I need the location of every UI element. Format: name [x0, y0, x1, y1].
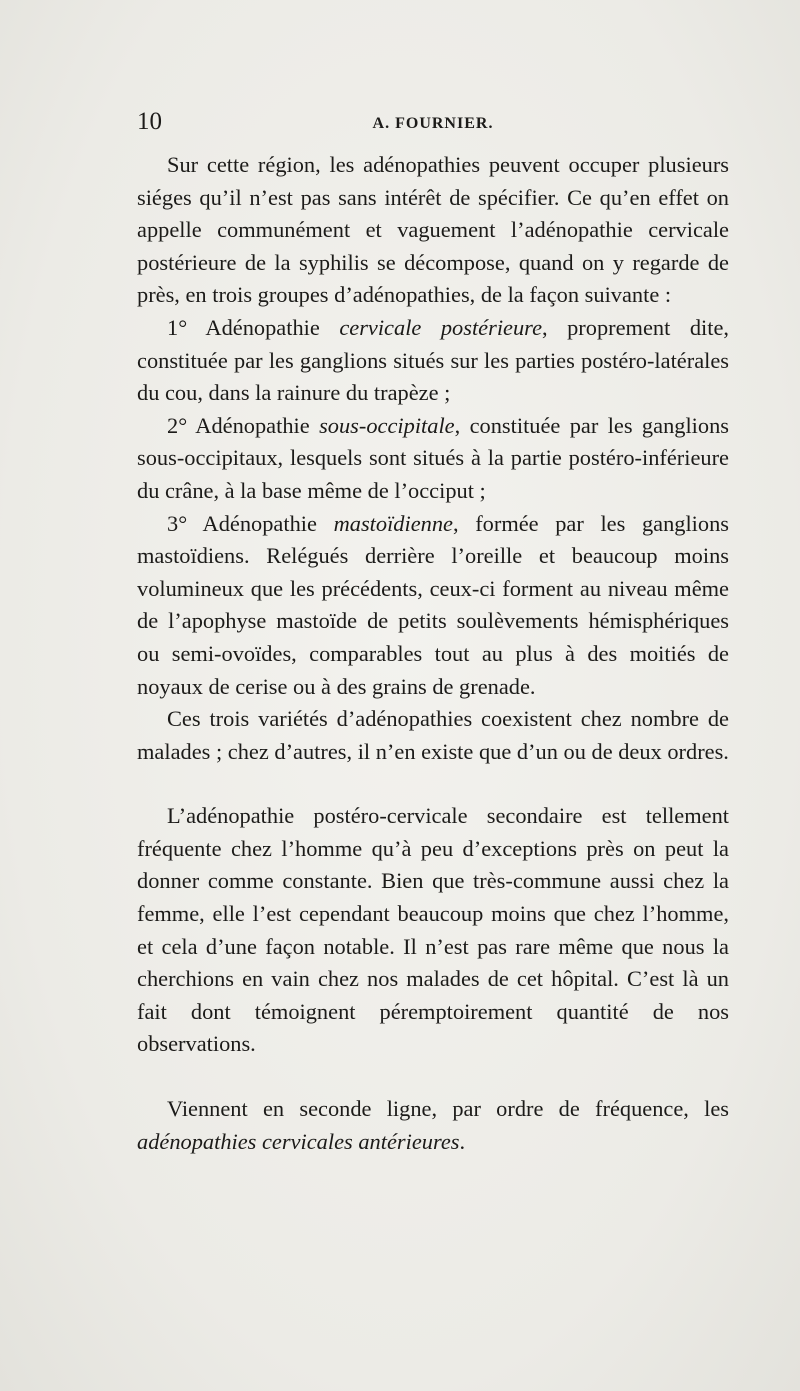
page-header [137, 108, 729, 138]
paragraph-coexistence: Ces trois variétés d’adénopathies coexistent chez nombre de malades ; chez d’autres, il n’en existe que d’un ou de deux ordres. [137, 706, 729, 764]
paragraph-item-3 [137, 508, 729, 704]
paragraph-item-2 [137, 410, 729, 508]
item-3-rest: , formée par les ganglions mastoïdiens. Relégués derrière l’oreille et beaucoup moins volumineux que les précédents, ceux-ci forment au niveau même de l’apophyse mastoïde de petits soulèvements hémisphériques ou semi-ovoïdes, comparables tout au plus à des moitiés de noyaux de cerise ou à des grains de grenade. [137, 510, 730, 699]
paragraph-item-1 [137, 312, 729, 410]
paragraph-intro: Sur cette région, les adénopathies peuvent occuper plusieurs siéges qu’il n’est pas sans intérêt de spécifier. Ce qu’en effet on appelle communément et vaguement l’adénopathie cervicale postérieure de la syphilis se décompose, quand on y regarde de près, en trois groupes d’adénopathies, de la façon suivante : [137, 152, 729, 308]
item-1-emphasis: cervicale postérieure [339, 314, 543, 340]
item-1-lead: 1° Adénopathie [167, 314, 340, 340]
anterior-rest: . [459, 1128, 466, 1154]
body-text [137, 149, 729, 1158]
item-2-rest: , constituée par les ganglions sous-occipitaux, lesquels sont situés à la partie postéro-inférieure du crâne, à la base même de l’occiput ; [137, 412, 730, 503]
item-3-emphasis: mastoïdienne [333, 510, 453, 536]
paragraph-anterior [137, 1093, 729, 1158]
page-number: 10 [137, 108, 162, 135]
item-2-emphasis: sous-occipitale [319, 412, 455, 438]
running-head: A. FOURNIER. [372, 115, 494, 132]
paragraph-frequency: L’adénopathie postéro-cervicale secondaire est tellement fréquente chez l’homme qu’à peu d’exceptions près on peut la donner comme constante. Bien que très-commune aussi chez la femme, elle l’est cependant beaucoup moins que chez l’homme, et cela d’une façon notable. Il n’est pas rare même que nous la cherchions en vain chez nos malades de cet hôpital. C’est là un fait dont témoignent péremptoirement quantité de nos observations. [137, 803, 729, 1057]
anterior-lead: Viennent en seconde ligne, par ordre de fréquence, les [167, 1096, 729, 1122]
item-2-lead: 2° Adénopathie [167, 412, 320, 438]
item-3-lead: 3° Adénopathie [167, 510, 334, 536]
anterior-emphasis: adénopathies cervicales antérieures [137, 1128, 460, 1154]
item-1-rest: , proprement dite, constituée par les ganglions situés sur les parties postéro-latérales du cou, dans la rainure du trapèze ; [137, 314, 729, 406]
